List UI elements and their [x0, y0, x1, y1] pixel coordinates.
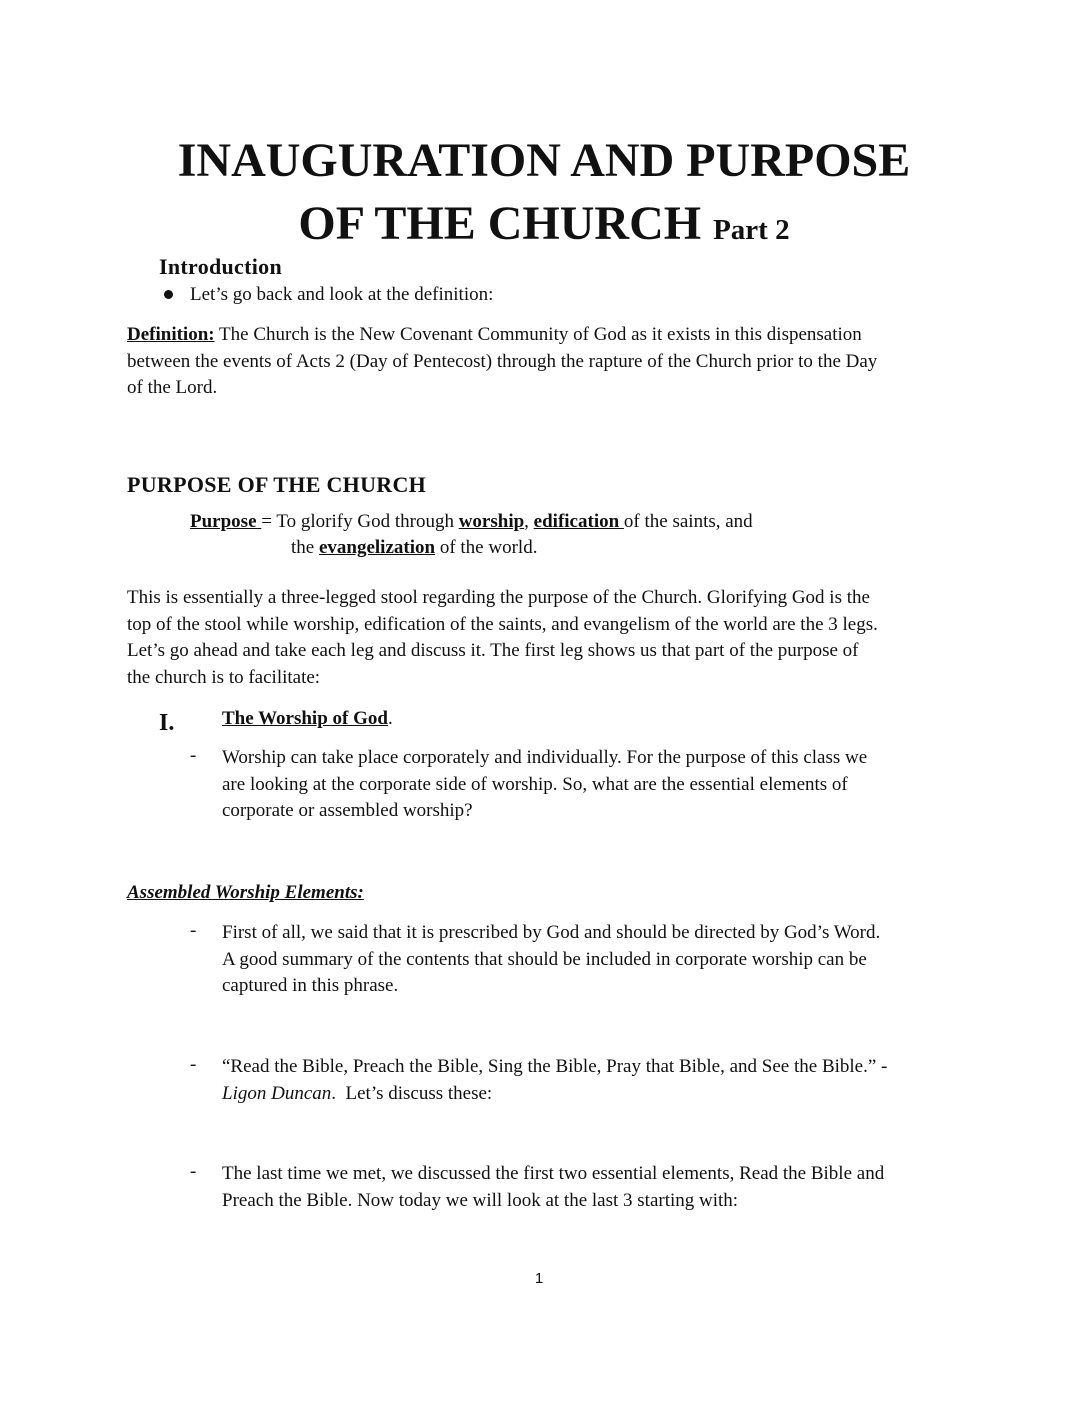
section-one-line-3: corporate or assembled worship?	[222, 800, 473, 821]
assembled-item-1-line-2: A good summary of the contents that should be included in corporate worship can be	[222, 948, 867, 970]
quote-author: Ligon Duncan	[222, 1082, 332, 1104]
dash-marker: -	[190, 745, 197, 766]
assembled-item-1-line-1: First of all, we said that it is prescribed by God and should be directed by God’s Word.	[222, 922, 881, 943]
purpose-text-4: of the world.	[435, 537, 538, 558]
assembled-heading: Assembled Worship Elements:	[127, 882, 364, 903]
assembled-item-3-line-2: Preach the Bible. Now today we will look at the last 3 starting with:	[222, 1189, 739, 1211]
assembled-item-3-line-1: The last time we met, we discussed the first two essential elements, Read the Bible and	[222, 1163, 885, 1184]
bullet-dot-icon	[164, 290, 173, 299]
definition-line-3: of the Lord.	[127, 377, 218, 398]
purpose-line-1	[190, 509, 753, 536]
title-part-label: Part 2	[713, 214, 790, 246]
definition-paragraph	[127, 322, 877, 402]
page-number: 1	[534, 1270, 544, 1287]
section-title-period: .	[387, 708, 393, 729]
purpose-text-3: the	[291, 537, 319, 558]
stool-line-3: Let’s go ahead and take each leg and discuss it. The first leg shows us that part of the purpose of	[127, 640, 859, 661]
stool-line-2: top of the stool while worship, edification of the saints, and evangelism of the world are the 3 legs.	[127, 613, 878, 635]
definition-line-1: The Church is the New Covenant Community of God as it exists in this dispensation	[219, 324, 862, 345]
intro-bullet-text: Let’s go back and look at the definition:	[190, 284, 494, 305]
dash-marker: -	[190, 1161, 197, 1182]
assembled-item-3	[222, 1161, 884, 1214]
title-line-2	[0, 197, 1088, 250]
assembled-item-1-line-3: captured in this phrase.	[222, 975, 399, 996]
section-one-line-2: are looking at the corporate side of worship. So, what are the essential elements of	[222, 773, 848, 795]
purpose-line-2	[291, 535, 537, 562]
stool-line-4: the church is to facilitate:	[127, 666, 321, 688]
stool-paragraph	[127, 585, 878, 691]
assembled-item-2	[222, 1054, 887, 1107]
purpose-label: Purpose	[190, 511, 262, 532]
purpose-worship: worship	[458, 511, 525, 532]
purpose-text-1: = To glorify God through	[261, 511, 459, 532]
stool-line-1: This is essentially a three-legged stool regarding the purpose of the Church. Glorifying God is the	[127, 587, 870, 608]
purpose-text-2: of the saints, and	[623, 511, 753, 532]
introduction-heading: Introduction	[159, 254, 282, 279]
section-title-line	[222, 706, 393, 733]
assembled-item-2-line-2: . Let’s discuss these:	[331, 1082, 493, 1104]
section-title: The Worship of God	[222, 708, 388, 729]
dash-marker: -	[190, 920, 197, 941]
assembled-item-2-line-1: “Read the Bible, Preach the Bible, Sing the Bible, Pray that Bible, and See the Bible.” -	[222, 1056, 888, 1077]
section-numeral: I.	[159, 710, 175, 736]
dash-marker: -	[190, 1054, 197, 1075]
section-one-line-1: Worship can take place corporately and individually. For the purpose of this class we	[222, 747, 868, 768]
purpose-heading: PURPOSE OF THE CHURCH	[127, 472, 427, 497]
purpose-evangelization: evangelization	[318, 537, 436, 558]
section-one-paragraph	[222, 745, 867, 825]
purpose-edification: edification	[533, 511, 624, 532]
purpose-comma: ,	[524, 511, 534, 532]
definition-line-2: between the events of Acts 2 (Day of Pentecost) through the rapture of the Church prior to the Day	[127, 350, 878, 372]
title-line-1: INAUGURATION AND PURPOSE	[177, 134, 911, 187]
assembled-item-1	[222, 920, 880, 1000]
definition-label: Definition:	[127, 324, 215, 345]
title-line-2-text: OF THE CHURCH	[298, 197, 702, 250]
